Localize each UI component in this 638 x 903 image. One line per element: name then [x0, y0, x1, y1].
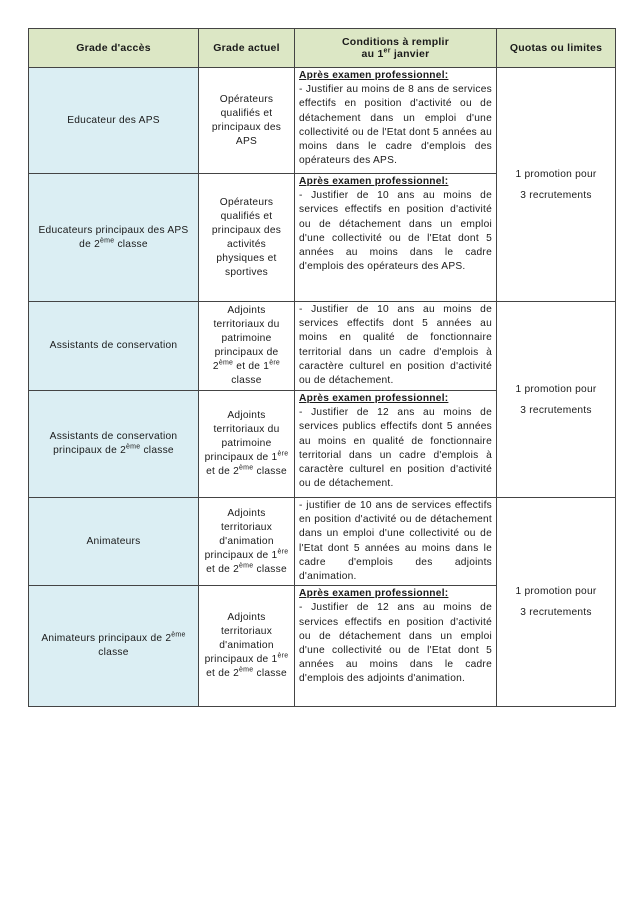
- grade-acces-cell: Assistants de conservation principaux de 2ème classe: [29, 391, 199, 498]
- grade-acces-cell: Assistants de conservation: [29, 302, 199, 391]
- header-conditions: [295, 29, 497, 68]
- grade-actuel-cell: Opérateurs qualifiés et principaux des APS: [199, 68, 295, 174]
- grade-actuel-cell: Adjoints territoriaux d'animation principaux de 1ère et de 2ème classe: [199, 586, 295, 707]
- quota-cell: [497, 302, 616, 498]
- conditions-lead: Après examen professionnel:: [299, 70, 449, 81]
- conditions-text: - Justifier de 10 ans au moins de services effectifs en position d'activité ou de détachement dans un emploi d'une collectivité ou de l'Etat dont 5 années au moins dans le cadre d'emplois des opérateurs des APS.: [299, 190, 492, 273]
- table-row: [29, 68, 616, 174]
- header-conditions-line1: Conditions à remplir: [341, 36, 450, 48]
- conditions-text: - Justifier au moins de 8 ans de services effectifs en position d'activité ou de détachement dans un emploi d'une collectivité ou de l'Etat dont 5 années au moins dans le cadre d'emplois des opérateurs des APS.: [299, 84, 492, 167]
- quota-cell: [497, 498, 616, 707]
- table-row: [29, 498, 616, 586]
- grade-actuel-cell: Adjoints territoriaux d'animation principaux de 1ère et de 2ème classe: [199, 498, 295, 586]
- quota-cell: [497, 68, 616, 302]
- conditions-cell: [295, 68, 497, 174]
- header-conditions-line2: au 1er janvier: [361, 47, 430, 60]
- conditions-cell: [295, 498, 497, 586]
- header-quotas: Quotas ou limites: [497, 29, 616, 68]
- conditions-text: - justifier de 10 ans de services effectifs en position d'activité ou de détachement dans un emploi d'une collectivité ou de l'Etat dont 5 années au moins dans le cadre d'emplois des adjoints d'animation.: [299, 500, 492, 583]
- conditions-lead: Après examen professionnel:: [299, 176, 449, 187]
- table-row: [29, 302, 616, 391]
- conditions-text: - Justifier de 12 ans au moins de services publics effectifs dont 5 années au moins en qualité de fonctionnaire territorial dans un cadre d'emplois à caractère culturel en position d'activité ou de détachement.: [299, 407, 492, 490]
- conditions-cell: [295, 174, 497, 302]
- conditions-cell: [295, 586, 497, 707]
- conditions-cell: [295, 302, 497, 391]
- quota-line2: 3 recrutements: [520, 607, 592, 619]
- promotion-table: [28, 28, 616, 707]
- quota-line1: 1 promotion pour: [515, 383, 597, 395]
- grade-actuel-cell: Adjoints territoriaux du patrimoine principaux de 2ème et de 1ère classe: [199, 302, 295, 391]
- grade-acces-cell: Animateurs principaux de 2ème classe: [29, 586, 199, 707]
- quota-line1: 1 promotion pour: [515, 586, 597, 598]
- quota-line1: 1 promotion pour: [515, 168, 597, 180]
- conditions-lead: Après examen professionnel:: [299, 393, 449, 404]
- quota-line2: 3 recrutements: [520, 189, 592, 201]
- grade-acces-cell: Animateurs: [29, 498, 199, 586]
- header-grade-acces: Grade d'accès: [29, 29, 199, 68]
- grade-actuel-cell: Adjoints territoriaux du patrimoine principaux de 1ère et de 2ème classe: [199, 391, 295, 498]
- grade-acces-cell: Educateurs principaux des APS de 2ème classe: [29, 174, 199, 302]
- conditions-cell: [295, 391, 497, 498]
- conditions-text: - Justifier de 10 ans au moins de services effectifs dont 5 années au moins en qualité de fonctionnaire territorial dans un cadre d'emplois à caractère culturel en position d'activité ou de détachement.: [299, 304, 492, 387]
- conditions-lead: Après examen professionnel:: [299, 588, 449, 600]
- quota-line2: 3 recrutements: [520, 404, 592, 416]
- conditions-text: - Justifier de 12 ans au moins de services effectifs en position d'activité ou de détachement dans un emploi d'une collectivité ou de l'Etat dont 5 années au moins dans le cadre d'emplois des adjoints d'animation.: [299, 602, 492, 685]
- table-header-row: [29, 29, 616, 68]
- grade-actuel-cell: Opérateurs qualifiés et principaux des activités physiques et sportives: [199, 174, 295, 302]
- grade-acces-cell: Educateur des APS: [29, 68, 199, 174]
- header-grade-actuel: Grade actuel: [199, 29, 295, 68]
